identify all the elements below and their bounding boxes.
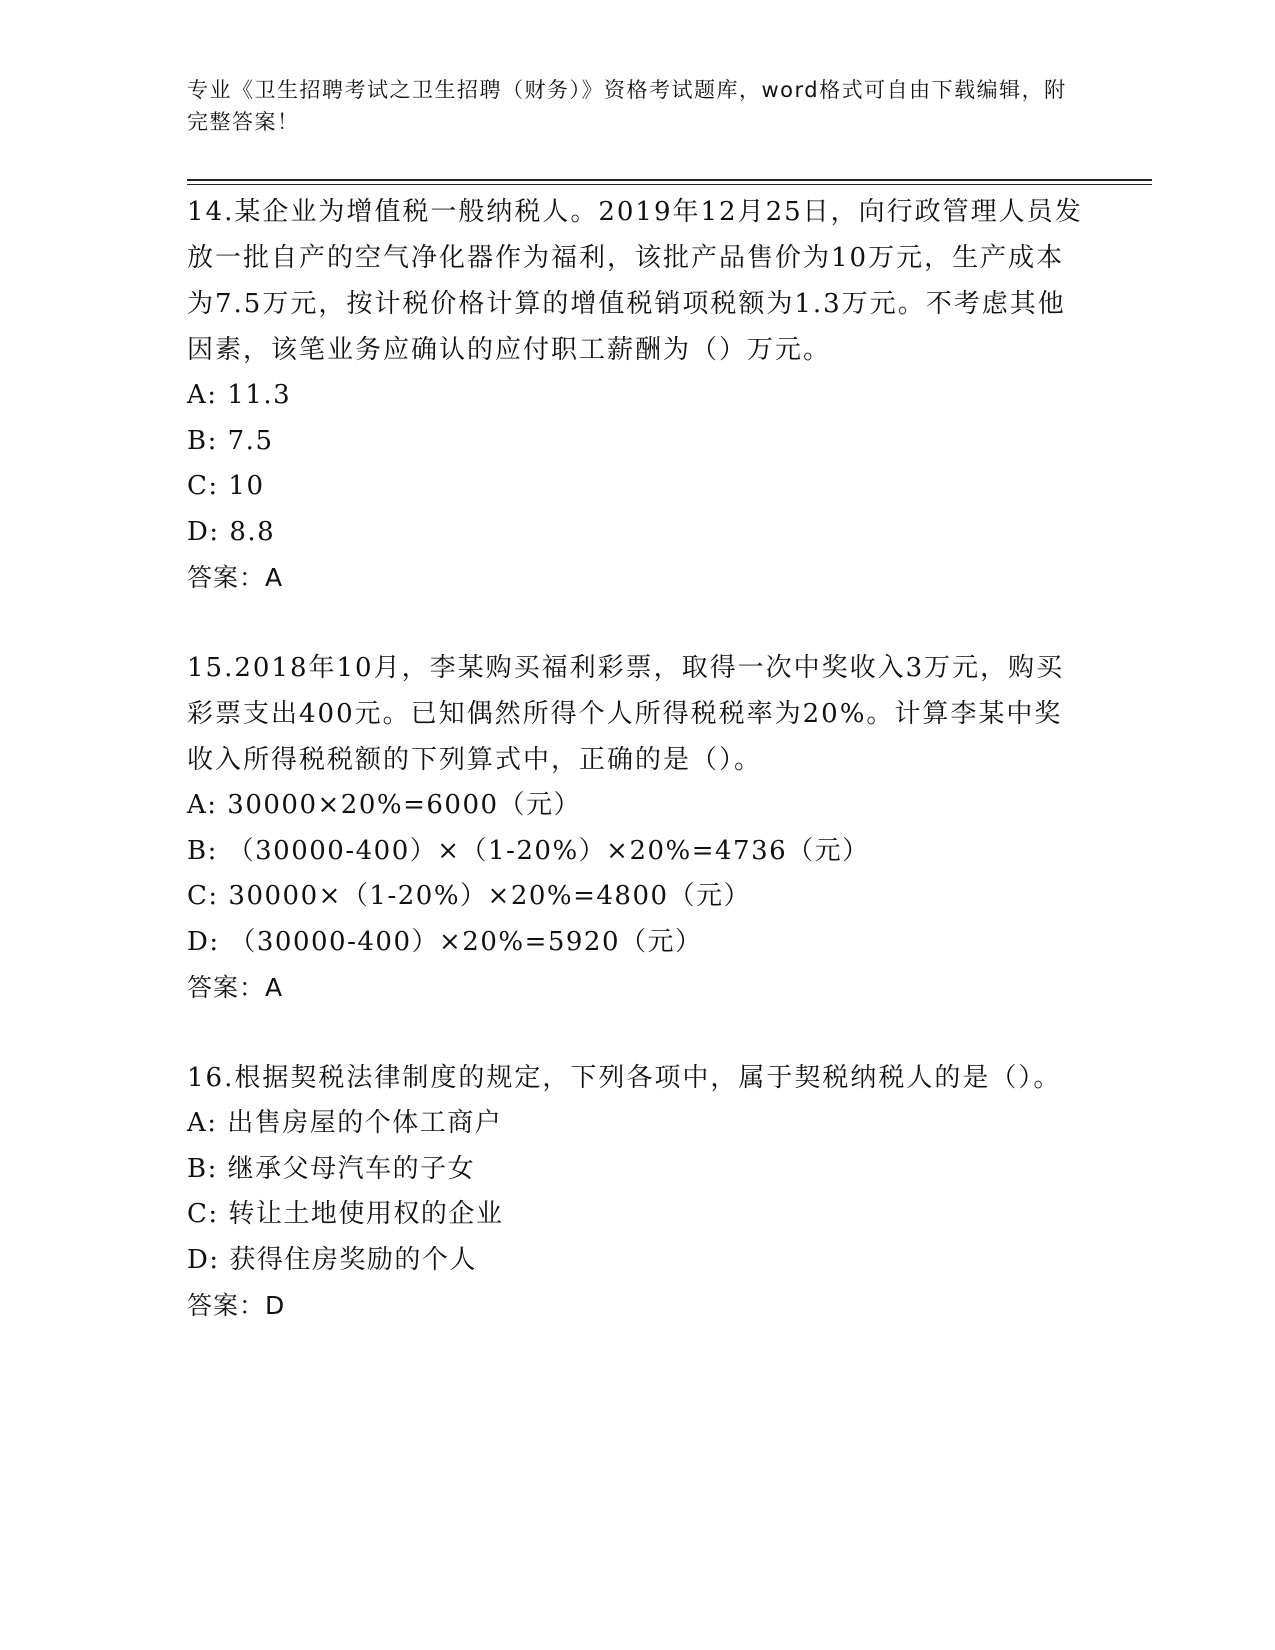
option-c: C: 10	[187, 471, 265, 501]
option-c: C: 转让土地使用权的企业	[187, 1199, 504, 1229]
header-divider-thick	[187, 179, 1152, 181]
question-text: 14.某企业为增值税一般纳税人。2019年12月25日，向行政管理人员发放一批自产的空气净化器作为福利，该批产品售价为10万元，生产成本为7.5万元，按计税价格计算的增值税销项税额为1.3万元。不考虑其他因素，该笔业务应确认的应付职工薪酬为（）万元。	[187, 197, 1083, 365]
option-d: D: （30000-400）×20%=5920（元）	[187, 926, 703, 957]
option-d: D: 获得住房奖励的个人	[187, 1244, 477, 1275]
question-text: 16.根据契税法律制度的规定，下列各项中，属于契税纳税人的是（）。	[187, 1063, 1062, 1093]
question-text: 15.2018年10月，李某购买福利彩票，取得一次中奖收入3万元，购买彩票支出400元。已知偶然所得个人所得税税率为20%。计算李某中奖收入所得税税额的下列算式中，正确的是（）。	[187, 653, 1065, 775]
option-a: A: 11.3	[187, 380, 292, 410]
option-b: B: 7.5	[187, 425, 274, 456]
option-c: C: 30000×（1-20%）×20%=4800（元）	[187, 881, 752, 911]
answer: 答案：D	[187, 1291, 286, 1320]
answer: 答案：A	[187, 563, 284, 592]
answer: 答案：A	[187, 973, 284, 1002]
question-15	[187, 645, 1087, 1010]
option-d: D: 8.8	[187, 516, 276, 547]
header-divider-thin	[187, 184, 1152, 185]
option-b: B: （30000-400）×（1-20%）×20%=4736（元）	[187, 835, 870, 866]
option-a: A: 出售房屋的个体工商户	[187, 1108, 503, 1138]
option-a: A: 30000×20%=6000（元）	[187, 790, 582, 820]
question-14	[187, 189, 1087, 600]
option-b: B: 继承父母汽车的子女	[187, 1153, 476, 1184]
question-16	[187, 1055, 1087, 1328]
document-header: 专业《卫生招聘考试之卫生招聘（财务）》资格考试题库，word格式可自由下载编辑，附完整答案！	[187, 78, 1067, 134]
